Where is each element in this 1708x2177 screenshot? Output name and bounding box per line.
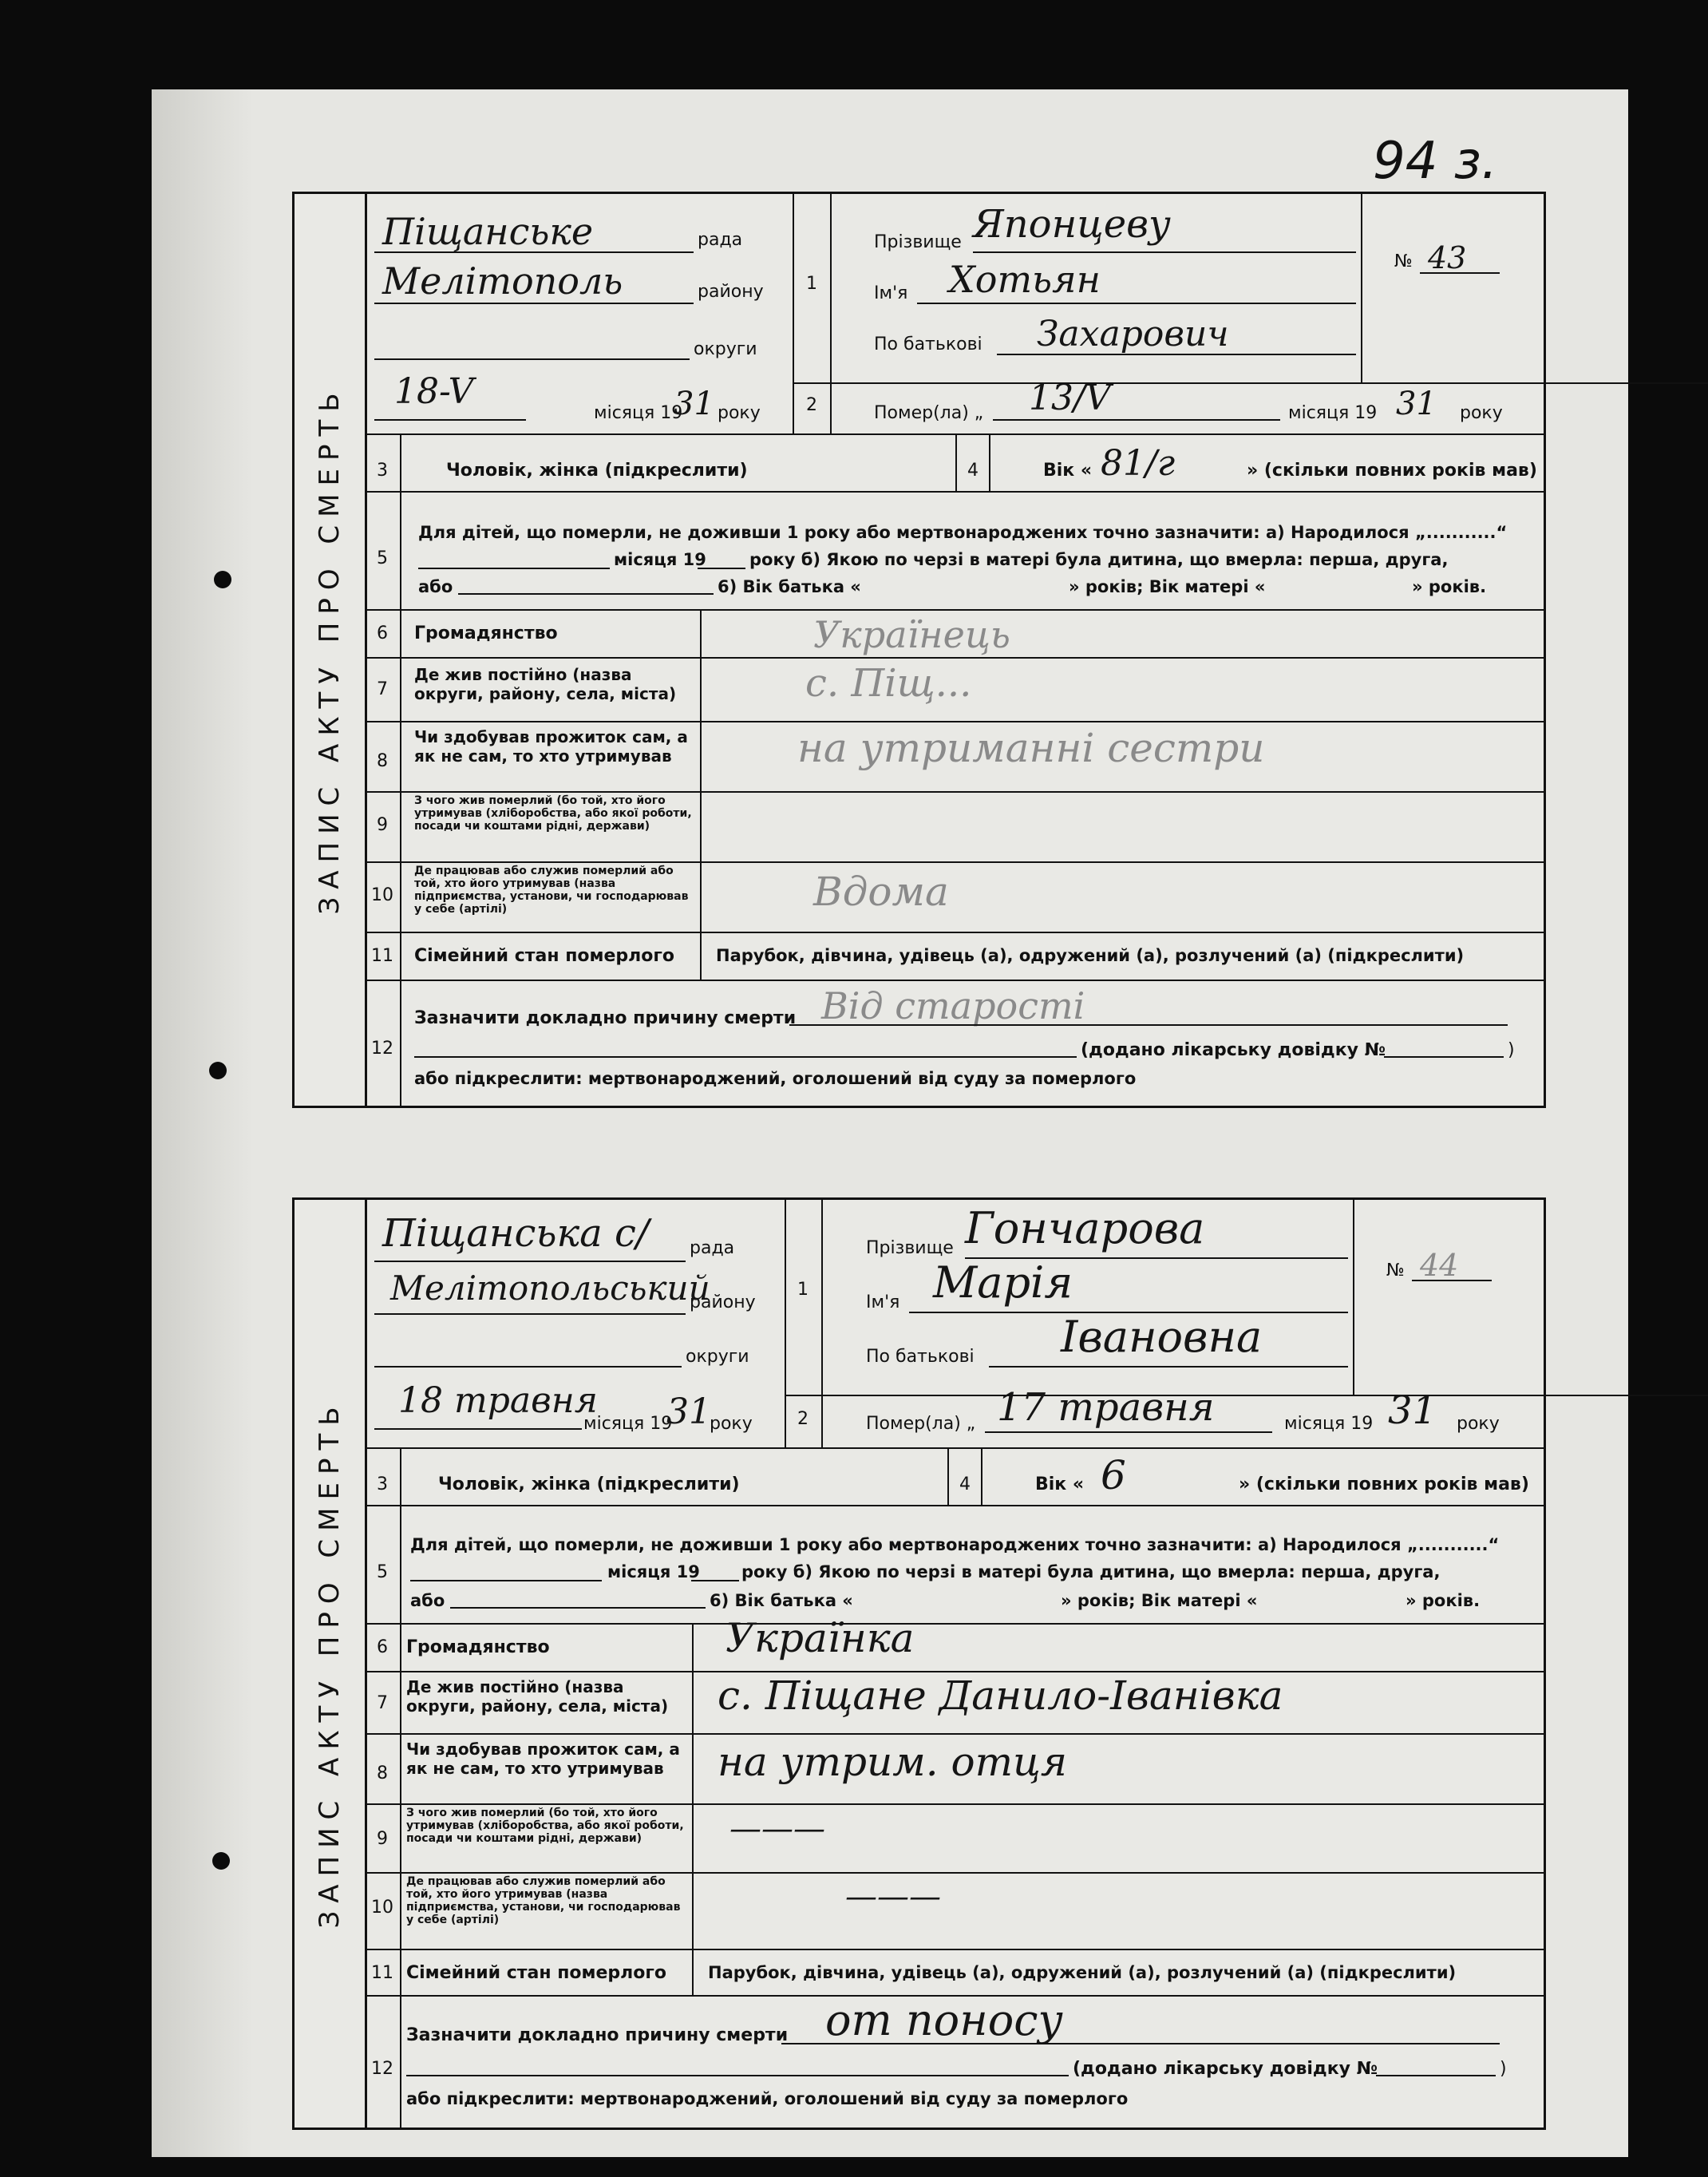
label-rada: рада — [698, 230, 743, 250]
hw-age: 6 — [1101, 1452, 1126, 1498]
form-side-title: ЗАПИС АКТУ ПРО СМЕРТЬ — [295, 1200, 367, 2128]
hw-patronymic: Захарович — [1037, 314, 1229, 354]
label-okruhy: округи — [694, 339, 757, 359]
label-roku: року — [710, 1414, 753, 1434]
label-children-1: Для дітей, що померли, не доживши 1 року або мертвонароджених точно зазначити: а) Народилося „...........“ — [418, 523, 1508, 542]
label-children-3d: » років. — [1406, 1591, 1481, 1610]
label-month-year: місяця 19 — [583, 1414, 673, 1434]
row-number-4: 4 — [959, 1474, 971, 1494]
death-record-form-1 — [292, 192, 1546, 1108]
label-citizenship: Громадянство — [406, 1637, 550, 1657]
label-age-suffix: » (скільки повних років мав) — [1239, 1474, 1529, 1494]
label-rayonu: району — [690, 1292, 756, 1312]
label-record-no: № — [1386, 1261, 1405, 1280]
death-record-form-2 — [292, 1197, 1546, 2130]
hw-death-day: 13/V — [1029, 378, 1111, 418]
row-number-1: 1 — [806, 274, 817, 294]
row-number-4: 4 — [967, 461, 979, 481]
row-number-3: 3 — [377, 461, 388, 481]
label-residence: Де жив постійно (назва округи, району, села, міста) — [406, 1677, 669, 1716]
label-died: Помер(ла) „ — [874, 403, 984, 423]
hw-cause: Від старості — [821, 984, 1085, 1027]
hw-livelihood: на утриманні сестри — [797, 725, 1265, 771]
label-age: Вік « — [1043, 461, 1093, 481]
label-residence: Де жив постійно (назва округи, району, села, міста) — [414, 665, 677, 703]
row-number-11: 11 — [371, 1963, 393, 1983]
row-number-10: 10 — [371, 885, 393, 905]
hw-cause: от поносу — [825, 1995, 1063, 2045]
label-children-3b: 6) Вік батька « — [718, 577, 861, 596]
label-workplace: Де працював або служив померлий або той, хто його утримував (назва підприємства, установи, чи господарював у себе (артілі) — [406, 1875, 681, 1926]
label-surname: Прізвище — [866, 1238, 954, 1258]
label-sex: Чоловік, жінка (підкреслити) — [438, 1474, 740, 1494]
label-surname: Прізвище — [874, 232, 962, 252]
label-died-month: місяця 19 — [1284, 1414, 1374, 1434]
label-name: Ім'я — [874, 283, 908, 303]
hw-name: Хотьян — [949, 258, 1101, 301]
row-number-1: 1 — [797, 1280, 809, 1300]
hw-day: 18 травня — [398, 1380, 598, 1421]
row-number-11: 11 — [371, 946, 393, 966]
label-children-2b: року б) Якою по черзі в матері була дитина, що вмерла: перша, друга, — [749, 550, 1449, 569]
label-died-year: року — [1460, 403, 1503, 423]
page-number: 94 з. — [1373, 132, 1498, 191]
label-children-3c: » років; Вік матері « — [1069, 577, 1266, 596]
row-number-12: 12 — [371, 1039, 393, 1059]
row-number-7: 7 — [377, 1693, 388, 1713]
label-cause-cert: (додано лікарську довідку № — [1081, 1040, 1386, 1060]
label-children-2b: року б) Якою по черзі в матері була дитина, що вмерла: перша, друга, — [741, 1562, 1441, 1581]
label-name: Ім'я — [866, 1292, 900, 1312]
label-cause: Зазначити докладно причину смерти — [406, 2025, 789, 2045]
hw-residence: с. Піщане Данило-Іванівка — [718, 1672, 1283, 1719]
hw-workplace: ——— — [845, 1878, 941, 1915]
row-number-2: 2 — [806, 395, 817, 415]
label-workplace: Де працював або служив померлий або той, хто його утримував (назва підприємства, установи, чи господарював у себе (артілі) — [414, 865, 689, 916]
row-number-12: 12 — [371, 2059, 393, 2079]
hw-death-year: 31 — [1388, 1388, 1437, 1433]
label-children-2: місяця 19 — [607, 1562, 700, 1581]
binding-edge — [152, 89, 279, 2157]
label-livelihood: Чи здобував прожиток сам, а як не сам, то хто утримував — [414, 727, 688, 766]
row-number-2: 2 — [797, 1409, 809, 1429]
label-citizenship: Громадянство — [414, 623, 558, 643]
label-marital: Сімейний стан померлого — [406, 1963, 666, 1983]
row-number-5: 5 — [377, 1562, 388, 1582]
hw-death-year: 31 — [1396, 386, 1437, 422]
label-sex: Чоловік, жінка (підкреслити) — [446, 461, 748, 481]
hw-surname: Гончарова — [965, 1203, 1205, 1253]
hw-livelihood: на утрим. отця — [718, 1739, 1068, 1785]
hw-rada: Піщанське — [382, 210, 594, 253]
row-number-9: 9 — [377, 1829, 388, 1849]
label-children-1: Для дітей, що померли, не доживши 1 року або мертвонароджених точно зазначити: а) Народилося „...........“ — [410, 1535, 1500, 1554]
row-number-10: 10 — [371, 1898, 393, 1918]
label-okruhy: округи — [686, 1347, 749, 1367]
hw-patronymic: Івановна — [1061, 1312, 1263, 1362]
label-died-year: року — [1457, 1414, 1500, 1434]
label-rayonu: району — [698, 282, 764, 302]
row-number-8: 8 — [377, 751, 388, 771]
hw-source: ——— — [729, 1811, 825, 1847]
row-number-3: 3 — [377, 1474, 388, 1494]
label-record-no: № — [1394, 251, 1413, 271]
hw-age: 81/г — [1101, 443, 1176, 484]
hw-surname: Японцеву — [973, 202, 1171, 247]
row-number-7: 7 — [377, 679, 388, 699]
label-children-3a: або — [410, 1591, 445, 1610]
label-children-3b: 6) Вік батька « — [710, 1591, 853, 1610]
label-children-3c: » років; Вік матері « — [1061, 1591, 1258, 1610]
binding-hole — [212, 1852, 230, 1870]
label-marital: Сімейний стан померлого — [414, 946, 674, 966]
label-cause-alt: або підкреслити: мертвонароджений, оголошений від суду за померлого — [406, 2089, 1129, 2108]
hw-citizenship: Українець — [813, 613, 1010, 656]
label-age: Вік « — [1035, 1474, 1085, 1494]
hw-citizenship: Українка — [726, 1615, 915, 1661]
hw-record-no: 43 — [1428, 240, 1467, 275]
binding-hole — [214, 571, 231, 588]
hw-day: 18-V — [394, 371, 474, 412]
label-children-3d: » років. — [1412, 577, 1487, 596]
hw-rayon: Мелітопольський — [390, 1269, 710, 1308]
label-roku: року — [718, 403, 761, 423]
row-number-5: 5 — [377, 548, 388, 568]
label-patronymic: По батькові — [866, 1347, 975, 1367]
label-source: З чого жив померлий (бо той, хто його утримував (хліборобства, або якої роботи, посади чи коштами рідні, держави) — [414, 794, 692, 833]
label-died-month: місяця 19 — [1288, 403, 1378, 423]
form-side-title: ЗАПИС АКТУ ПРО СМЕРТЬ — [295, 194, 367, 1106]
row-number-8: 8 — [377, 1763, 388, 1783]
label-source: З чого жив померлий (бо той, хто його утримував (хліборобства, або якої роботи, посади чи коштами рідні, держави) — [406, 1807, 684, 1845]
hw-year: 31 — [674, 386, 714, 422]
label-patronymic: По батькові — [874, 334, 982, 354]
hw-workplace: Вдома — [813, 869, 949, 915]
label-cause: Зазначити докладно причину смерти — [414, 1008, 797, 1028]
label-cause-close: ) — [1508, 1040, 1515, 1060]
hw-death-day: 17 травня — [997, 1385, 1215, 1430]
label-rada: рада — [690, 1238, 735, 1258]
hw-residence: с. Піщ... — [805, 661, 972, 706]
hw-year: 31 — [666, 1391, 711, 1432]
label-children-2: місяця 19 — [614, 550, 706, 569]
label-died: Помер(ла) „ — [866, 1414, 976, 1434]
label-month-year: місяця 19 — [594, 403, 683, 423]
hw-name: Марія — [933, 1257, 1073, 1308]
hw-record-no: 44 — [1420, 1248, 1459, 1283]
hw-rayon: Мелітополь — [382, 259, 623, 303]
label-cause-close: ) — [1500, 2059, 1507, 2079]
label-age-suffix: » (скільки повних років мав) — [1247, 461, 1537, 481]
row-number-6: 6 — [377, 623, 388, 643]
row-number-9: 9 — [377, 815, 388, 835]
hw-rada: Піщанська с/ — [382, 1211, 650, 1256]
label-marital-options: Парубок, дівчина, удівець (а), одружений (а), розлучений (а) (підкреслити) — [708, 1963, 1457, 1982]
label-cause-alt: або підкреслити: мертвонароджений, оголошений від суду за померлого — [414, 1069, 1137, 1088]
label-cause-cert: (додано лікарську довідку № — [1073, 2059, 1378, 2079]
label-marital-options: Парубок, дівчина, удівець (а), одружений (а), розлучений (а) (підкреслити) — [716, 946, 1465, 965]
label-children-3a: або — [418, 577, 453, 596]
binding-hole — [209, 1062, 227, 1079]
row-number-6: 6 — [377, 1637, 388, 1657]
label-livelihood: Чи здобував прожиток сам, а як не сам, то хто утримував — [406, 1740, 680, 1778]
